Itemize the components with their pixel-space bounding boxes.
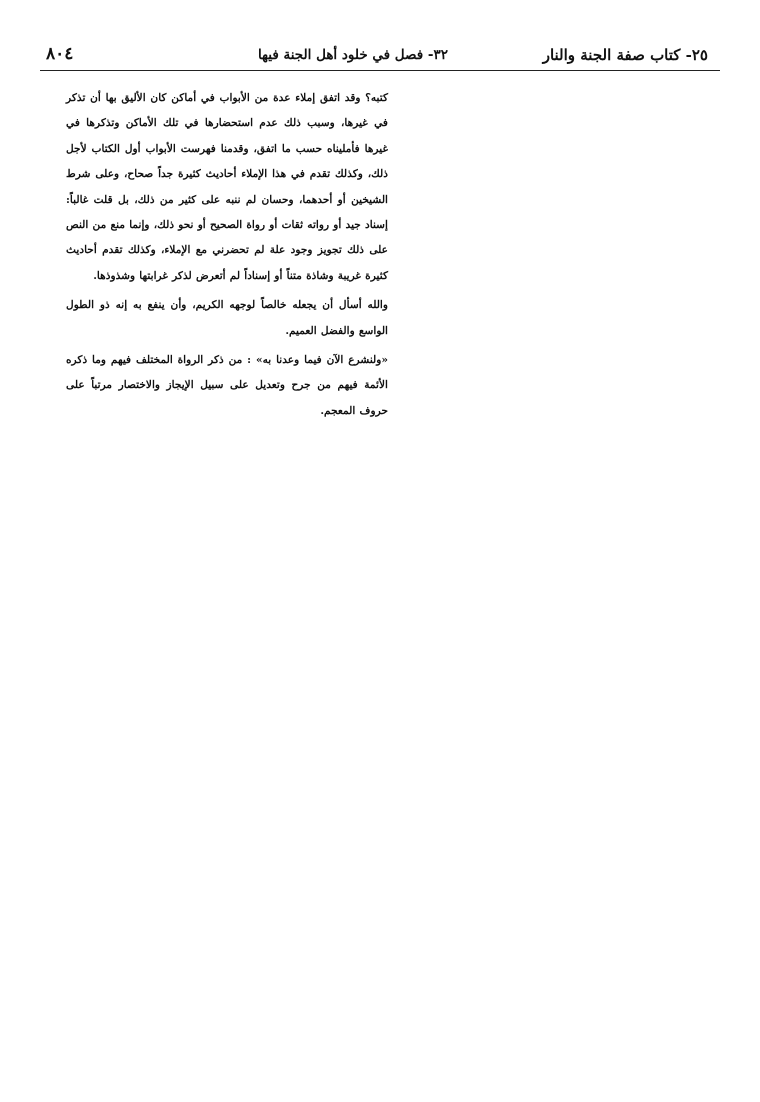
section-title: ٣٢- فصل في خلود أهل الجنة فيها [257, 47, 448, 63]
paragraph-2: والله أسأل أن يجعله خالصاً لوجهه الكريم، وأن ينفع به إنه ذو الطول الواسع والفضل العميم. [66, 299, 388, 337]
page-number: ٨٠٤ [46, 44, 74, 64]
running-header [40, 44, 720, 71]
paragraph-3: «ولنشرع الآن فيما وعدنا به» : من ذكر الرواة المختلف فيهم وما ذكره الأئمة فيهم من جرح وتعديل على سبيل الإيجاز والاختصار مرتباً على حروف المعجم. [66, 354, 388, 417]
chapter-title: ٢٥- كتاب صفة الجنة والنار [542, 46, 708, 64]
body-text [66, 86, 388, 424]
paragraph-1: كتبه؟ وقد اتفق إملاء عدة من الأبواب في أماكن كان الأليق بها أن تذكر في غيرها، وسبب ذلك عدم استحضارها في تلك الأماكن وتذكرها في غيرها فأمليناه حسب ما اتفق، وقدمنا فهرست الأبواب أول الكتاب لأجل ذلك، وكذلك تقدم في هذا الإملاء أحاديث كثيرة جداً صحاح، وعلى شرط الشيخين أو أحدهما، وحسان لم ننبه على كثير من ذلك، بل قلت غالباً: إسناد جيد أو رواته ثقات أو رواة الصحيح أو نحو ذلك، وإنما منع من النص على ذلك تجويز وجود علة لم تحضرني مع الإملاء، وكذلك تقدم أحاديث كثيرة غريبة وشاذة متناً أو إسناداً لم أتعرض لذكر غرابتها وشذوذها. [66, 92, 388, 282]
